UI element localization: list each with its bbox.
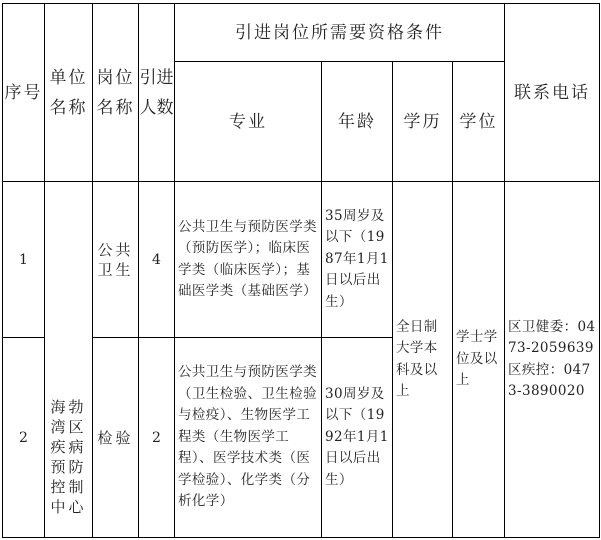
header-seq: 序号 (3, 4, 45, 182)
row-age: 30周岁及以下（1992年1月1日以后出生） (322, 338, 393, 538)
row-post: 公共卫生 (93, 182, 139, 338)
education-cell: 全日制大学本科及以上 (393, 182, 453, 538)
header-contact: 联系电话 (505, 4, 600, 182)
header-post-name: 岗位名称 (93, 4, 139, 182)
recruitment-table (2, 3, 600, 538)
row-major: 公共卫生与预防医学类（卫生检验、卫生检验与检疫）、生物医学工程类（生物医学工程）、医学技术类（医学检验）、化学类（分析化学） (175, 338, 322, 538)
row-major: 公共卫生与预防医学类（预防医学）；临床医学类（临床医学）；基础医学类（基础医学） (175, 182, 322, 338)
header-requirements: 引进岗位所需要资格条件 (175, 4, 505, 62)
header-education: 学历 (393, 62, 453, 182)
row-seq: 1 (3, 182, 45, 338)
header-major: 专业 (175, 62, 322, 182)
header-count: 引进人数 (139, 4, 175, 182)
header-unit-name: 单位名称 (45, 4, 93, 182)
degree-cell: 学士学位及以上 (453, 182, 505, 538)
contact-cell: 区卫健委：0473-2059639区疾控：0473-3890020 (505, 182, 600, 538)
row-count: 2 (139, 338, 175, 538)
header-degree: 学位 (453, 62, 505, 182)
row-age: 35周岁及以下（1987年1月1日以后出生） (322, 182, 393, 338)
row-seq: 2 (3, 338, 45, 538)
row-count: 4 (139, 182, 175, 338)
unit-name-cell: 海勃湾区疾病预防控制中心 (45, 182, 93, 538)
header-row-top (3, 4, 600, 62)
row-post: 检验 (93, 338, 139, 538)
table-row (3, 182, 600, 338)
header-age: 年龄 (322, 62, 393, 182)
